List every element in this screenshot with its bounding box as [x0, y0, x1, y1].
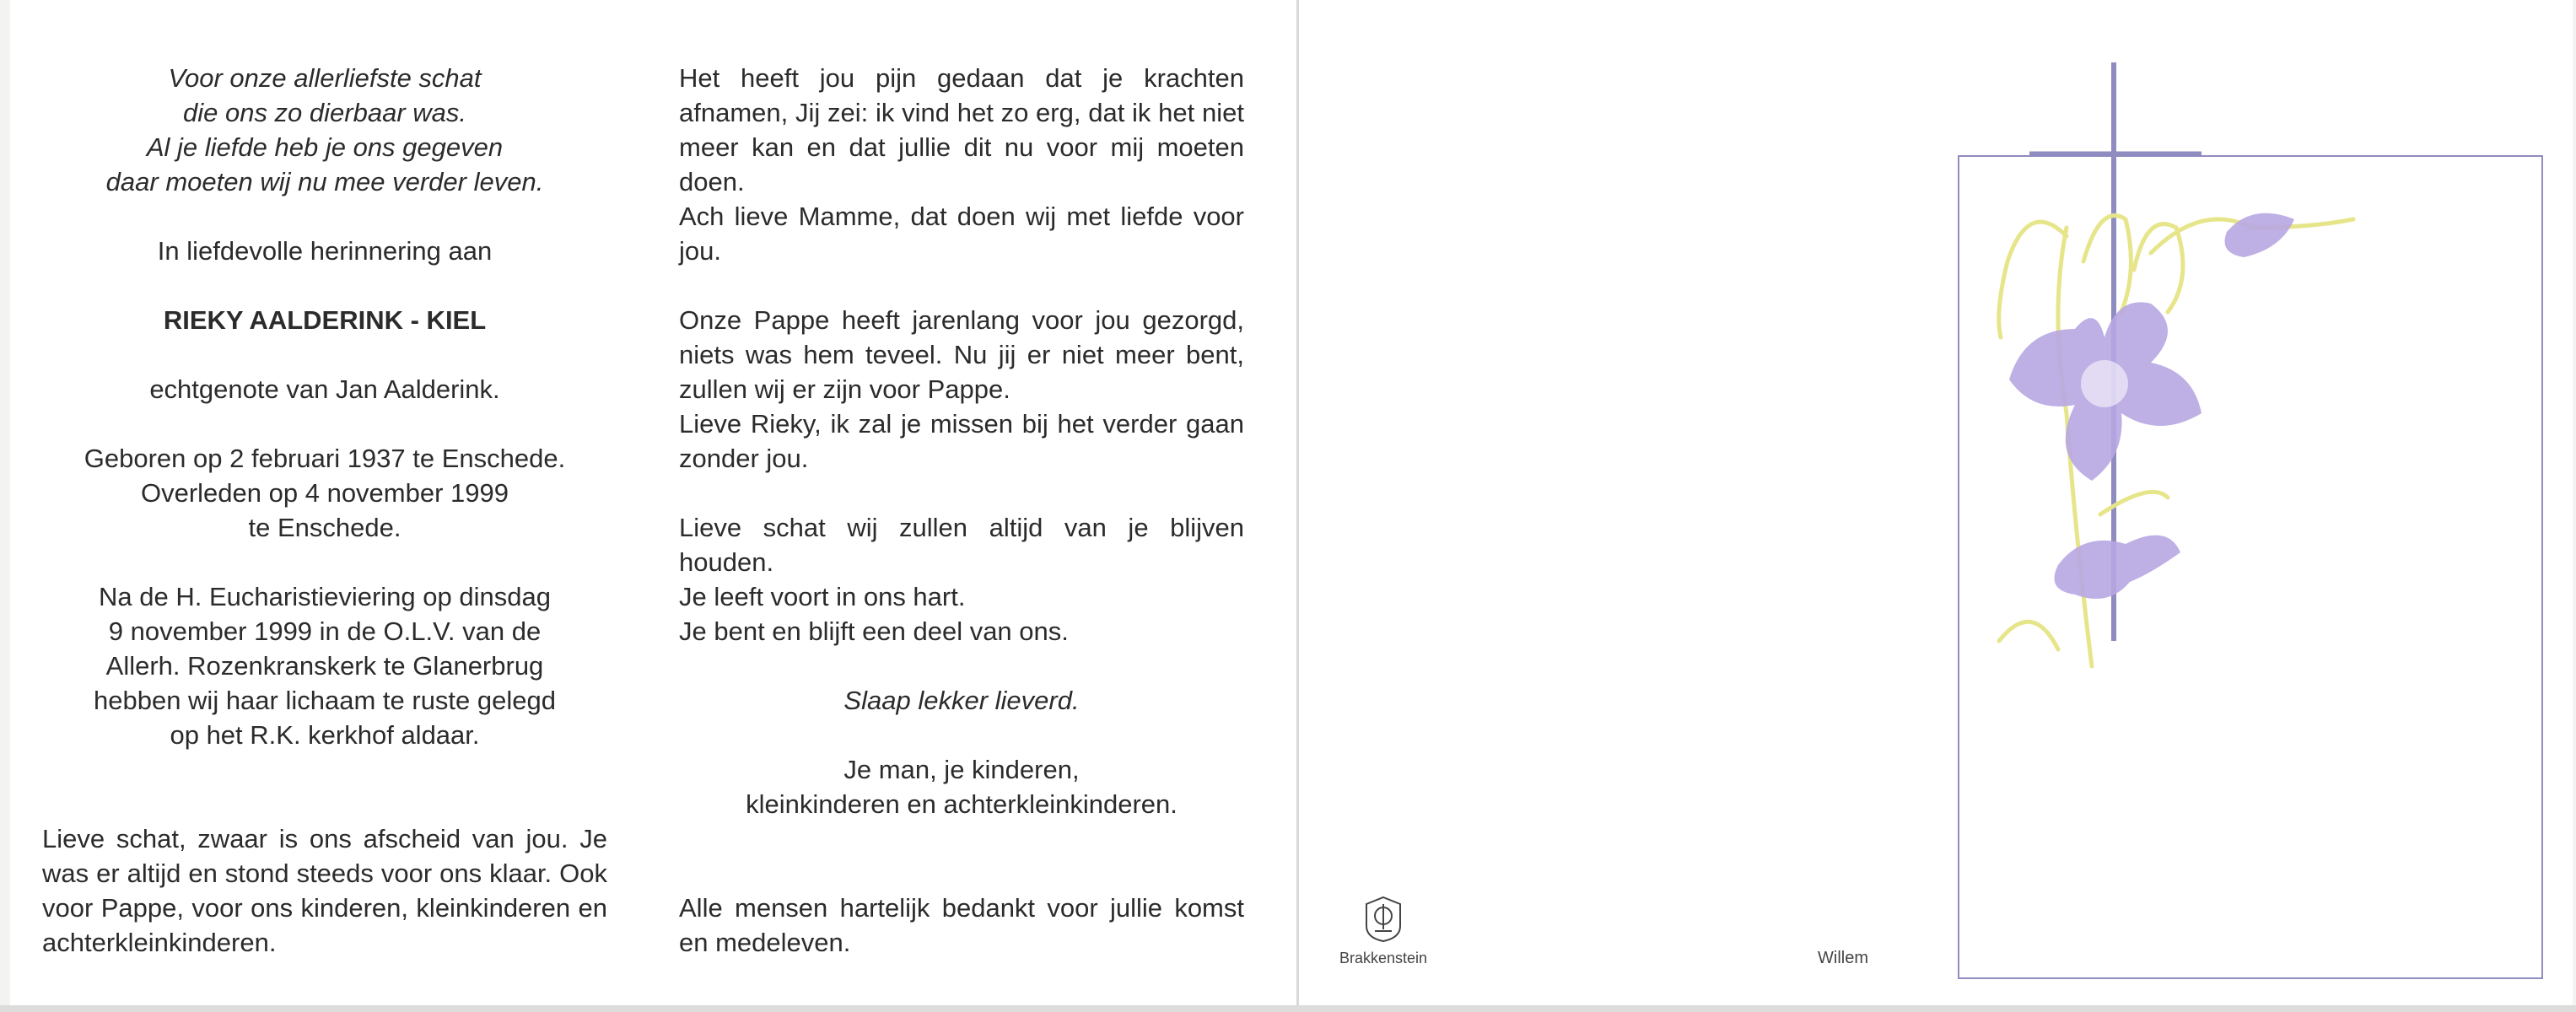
printer-logo-icon: [1363, 896, 1404, 943]
closing-line: Slaap lekker lieverd.: [843, 686, 1080, 715]
tribute-paragraph: Lieve Rieky, ik zal je missen bij het verder gaan zonder jou.: [679, 409, 1244, 473]
printer-name: Brakkenstein: [1339, 950, 1428, 966]
lily-flower-icon: [2009, 213, 2294, 599]
death-place: te Enschede.: [248, 513, 401, 542]
scan-edge: [0, 1005, 2576, 1012]
signature-line: Je man, je kinderen,: [843, 755, 1080, 784]
service-line: hebben wij haar lichaam te ruste gelegd: [93, 686, 556, 715]
death-line: Overleden op 4 november 1999: [140, 478, 509, 508]
tribute-paragraph: Ach lieve Mamme, dat doen wij met liefde voor jou.: [679, 202, 1244, 266]
printer-logo: [1337, 896, 1430, 967]
service-line: 9 november 1999 in de O.L.V. van de: [108, 616, 542, 646]
spouse-line: echtgenote van Jan Aalderink.: [149, 374, 500, 404]
poem-line: Al je liefde heb je ons gegeven: [146, 132, 504, 162]
tribute-line: Je leeft voort in ons hart.: [679, 582, 966, 611]
thanks-paragraph: Alle mensen hartelijk bedankt voor jullie komst en medeleven.: [679, 893, 1244, 957]
designer-name: Willem: [1818, 949, 1868, 967]
memorial-intro: In liefdevolle herinnering aan: [157, 236, 493, 266]
cover-illustration: [1948, 59, 2556, 987]
poem-line: daar moeten wij nu mee verder leven.: [105, 167, 544, 196]
birth-line: Geboren op 2 februari 1937 te Enschede.: [84, 444, 566, 473]
funeral-service: [42, 579, 607, 752]
tribute-paragraph: Het heeft jou pijn gedaan dat je krachten afnamen, Jij zei: ik vind het zo erg, dat ik het niet meer kan en dat jullie dit nu voor mij moeten doen.: [679, 63, 1244, 196]
tribute-paragraph: Lieve schat wij zullen altijd van je blijven houden.: [679, 513, 1244, 577]
tribute-column: [679, 61, 1244, 960]
tribute-line: Je bent en blijft een deel van ons.: [679, 616, 1069, 646]
service-line: Na de H. Eucharistieviering op dinsdag: [99, 582, 551, 611]
tribute-paragraph: Onze Pappe heeft jarenlang voor jou gezorgd, niets was hem teveel. Nu jij er niet meer bent, zullen wij er zijn voor Pappe.: [679, 305, 1244, 404]
poem-line: die ons zo dierbaar was.: [182, 98, 467, 127]
memorial-column: [42, 61, 607, 960]
signature-line: kleinkinderen en achterkleinkinderen.: [746, 789, 1178, 819]
cover-frame: [1959, 156, 2542, 978]
flower-stems-icon: [1999, 216, 2353, 666]
service-line: Allerh. Rozenkranskerk te Glanerbrug: [105, 651, 544, 681]
farewell-paragraph: Lieve schat, zwaar is ons afscheid van jou. Je was er altijd en stond steeds voor ons klaar. Ook voor Pappe, voor ons kinderen, kleinkinderen en achterkleinkinderen.: [42, 824, 607, 957]
poem-line: Voor onze allerliefste schat: [168, 63, 482, 93]
service-line: op het R.K. kerkhof aldaar.: [170, 720, 480, 750]
deceased-name: RIEKY AALDERINK - KIEL: [163, 305, 487, 335]
poem: [42, 61, 607, 199]
